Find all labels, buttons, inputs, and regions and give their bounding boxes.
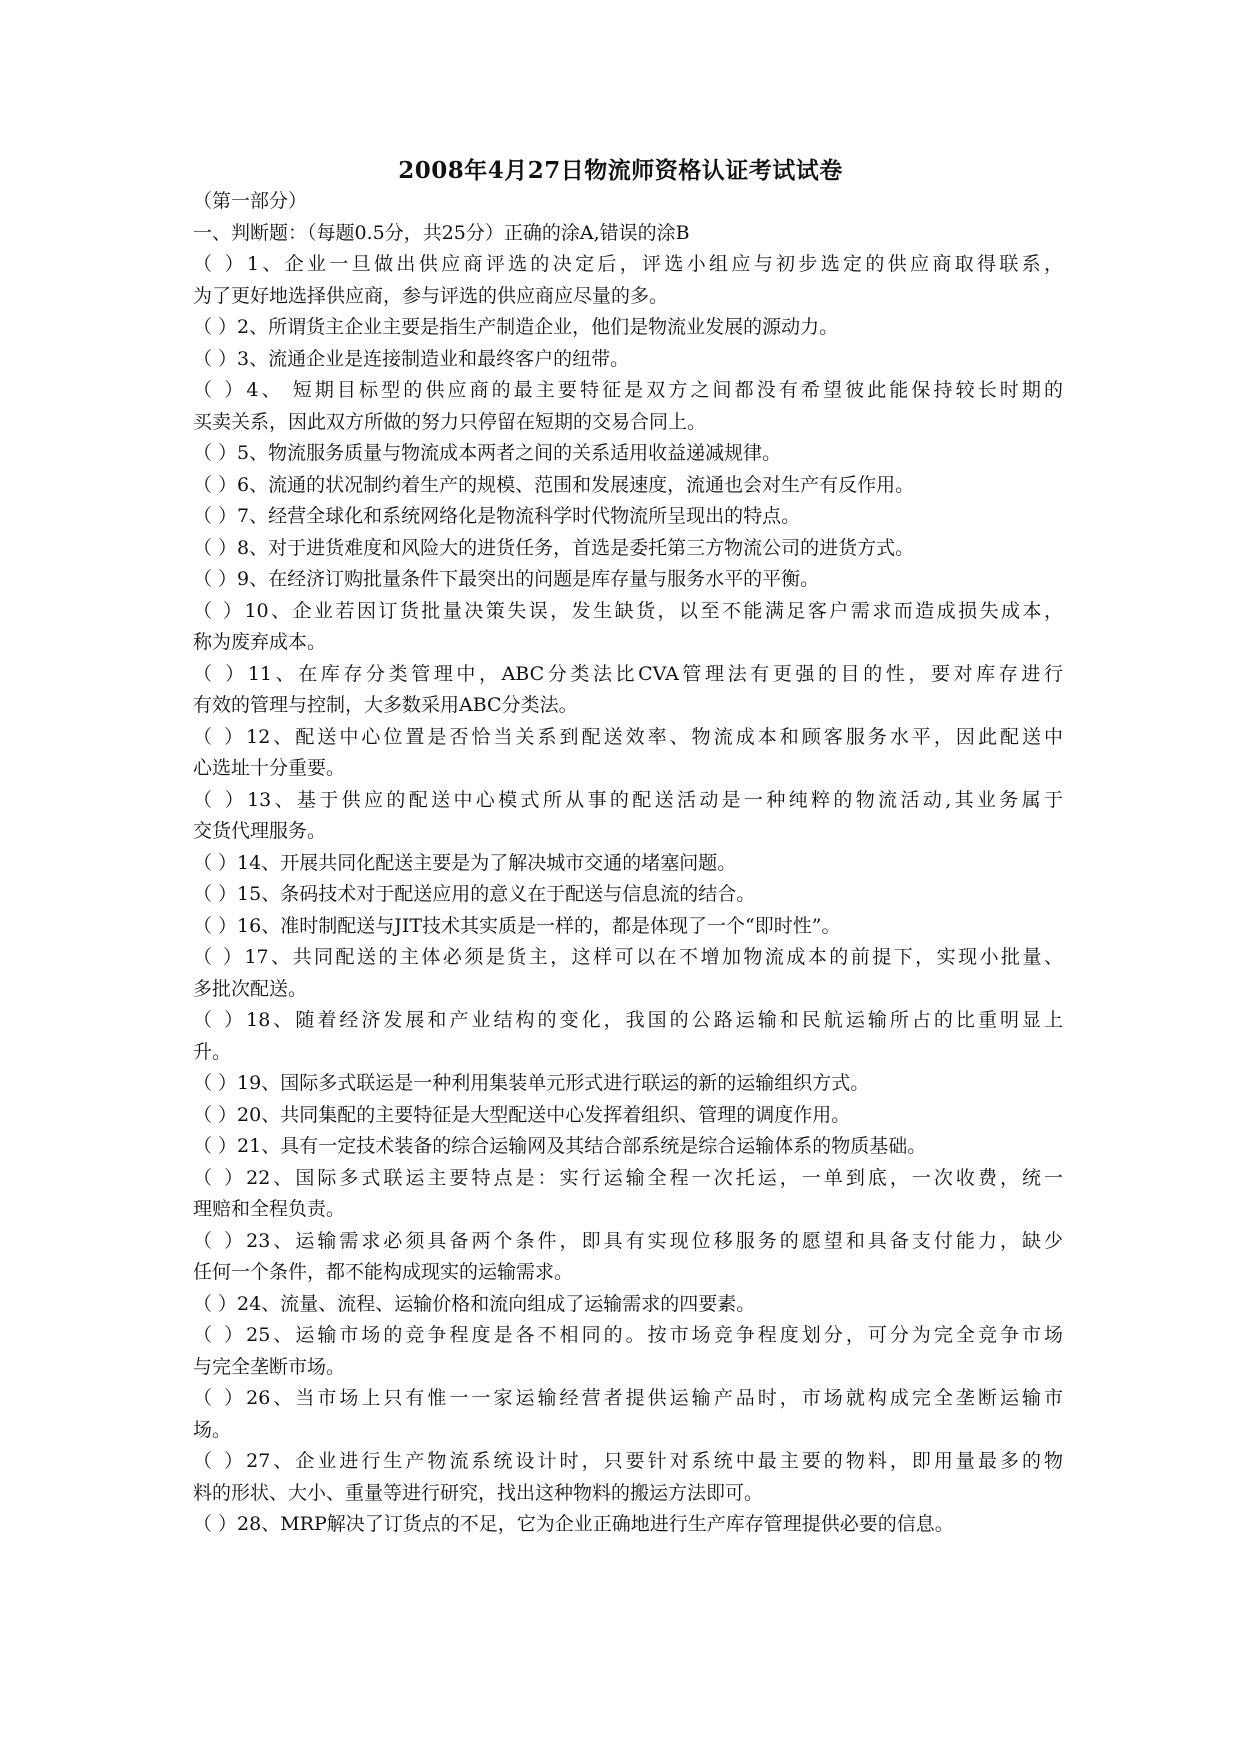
question-text-line: （ ）12、配送中心位置是否恰当关系到配送效率、物流成本和顾客服务水平，因此配送中 (193, 725, 1063, 748)
document-title: 2008年4月27日物流师资格认证考试试卷 (398, 157, 843, 184)
question-text-line: （ ）1、企业一旦做出供应商评选的决定后，评选小组应与初步选定的供应商取得联系， (193, 253, 1063, 275)
part-label: （第一部分） (193, 190, 308, 212)
question-text-line: （ ）5、物流服务质量与物流成本两者之间的关系适用收益递减规律。 (193, 442, 782, 464)
document-body (193, 186, 1063, 1541)
question-text-line: 称为废弃成本。 (193, 631, 327, 653)
question-text-line: （ ）18、随着经济发展和产业结构的变化，我国的公路运输和民航运输所占的比重明显上 (193, 1009, 1063, 1031)
question-text-line: 升。 (193, 1040, 232, 1063)
question-text-line: 场。 (193, 1418, 232, 1441)
question-item (193, 312, 1063, 344)
question-text-line: 为了更好地选择供应商，参与评选的供应商应尽量的多。 (193, 284, 669, 307)
question-text-line: （ ）25、运输市场的竞争程度是各不相同的。按市场竞争程度划分，可分为完全竞争市场 (193, 1324, 1063, 1346)
question-item (193, 848, 1063, 880)
question-item (193, 1446, 1063, 1509)
question-text-line: （ ）4、 短期目标型的供应商的最主要特征是双方之间都没有希望彼此能保持较长时期的 (193, 379, 1063, 401)
question-item (193, 564, 1063, 596)
question-text-line: 心选址十分重要。 (193, 757, 346, 779)
question-item (193, 533, 1063, 565)
question-text-line: （ ）27、企业进行生产物流系统设计时，只要针对系统中最主要的物料，即用量最多的物 (193, 1450, 1063, 1472)
question-text-line: 任何一个条件，都不能构成现实的运输需求。 (193, 1261, 574, 1283)
question-text-line: （ ）13、基于供应的配送中心模式所从事的配送活动是一种纯粹的物流活动,其业务属于 (193, 788, 1063, 811)
question-text-line: （ ）17、共同配送的主体必须是货主，这样可以在不增加物流成本的前提下，实现小批量、 (193, 946, 1063, 968)
question-text-line: （ ）19、国际多式联运是一种利用集装单元形式进行联运的新的运输组织方式。 (193, 1072, 870, 1094)
question-text-line: （ ）23、运输需求必须具备两个条件，即具有实现位移服务的愿望和具备支付能力，缺少 (193, 1229, 1063, 1252)
question-item (193, 375, 1063, 438)
question-item (193, 722, 1063, 785)
question-text-line: （ ）15、条码技术对于配送应用的意义在于配送与信息流的结合。 (193, 883, 756, 905)
question-text-line: 多批次配送。 (193, 977, 308, 1000)
question-item (193, 942, 1063, 1005)
question-item (193, 1226, 1063, 1289)
question-text-line: 与完全垄断市场。 (193, 1355, 346, 1378)
question-item (193, 344, 1063, 376)
question-text-line: （ ）20、共同集配的主要特征是大型配送中心发挥着组织、管理的调度作用。 (193, 1103, 851, 1126)
question-list (193, 249, 1063, 1541)
question-text-line: （ ）11、在库存分类管理中，ABC分类法比CVA管理法有更强的目的性，要对库存进行 (193, 662, 1063, 685)
question-text-line: 交货代理服务。 (193, 820, 327, 842)
question-text-line: （ ）7、经营全球化和系统网络化是物流科学时代物流所呈现出的特点。 (193, 505, 801, 527)
question-item (193, 785, 1063, 848)
question-text-line: 买卖关系，因此双方所做的努力只停留在短期的交易合同上。 (193, 410, 707, 433)
question-item (193, 1383, 1063, 1446)
question-text-line: （ ）3、流通企业是连接制造业和最终客户的纽带。 (193, 347, 630, 370)
question-text-line: （ ）24、流量、流程、运输价格和流向组成了运输需求的四要素。 (193, 1292, 756, 1315)
question-text-line: （ ）21、具有一定技术装备的综合运输网及其结合部系统是综合运输体系的物质基础。 (193, 1135, 927, 1157)
question-text-line: （ ）2、所谓货主企业主要是指生产制造企业，他们是物流业发展的源动力。 (193, 316, 839, 338)
question-item (193, 911, 1063, 943)
question-item (193, 1068, 1063, 1100)
question-item (193, 470, 1063, 502)
question-item (193, 1131, 1063, 1163)
question-text-line: （ ）16、准时制配送与JIT技术其实质是一样的，都是体现了一个“即时性”。 (193, 914, 841, 937)
question-text-line: （ ）6、流通的状况制约着生产的规模、范围和发展速度，流通也会对生产有反作用。 (193, 473, 915, 496)
question-text-line: （ ）8、对于进货难度和风险大的进货任务，首选是委托第三方物流公司的进货方式。 (193, 536, 915, 559)
question-item (193, 249, 1063, 312)
question-text-line: （ ）22、国际多式联运主要特点是：实行运输全程一次托运，一单到底，一次收费，统一 (193, 1166, 1063, 1189)
question-text-line: （ ）28、MRP解决了订货点的不足，它为企业正确地进行生产库存管理提供必要的信息。 (193, 1513, 954, 1535)
question-item (193, 1163, 1063, 1226)
question-text-line: （ ）10、企业若因订货批量决策失误，发生缺货，以至不能满足客户需求而造成损失成本， (193, 599, 1063, 622)
question-text-line: 有效的管理与控制，大多数采用ABC分类法。 (193, 694, 578, 716)
question-item (193, 879, 1063, 911)
question-item (193, 1005, 1063, 1068)
question-item (193, 438, 1063, 470)
question-item (193, 1509, 1063, 1541)
question-item (193, 1100, 1063, 1132)
question-text-line: （ ）26、当市场上只有惟一一家运输经营者提供运输产品时，市场就构成完全垄断运输市 (193, 1387, 1063, 1409)
question-text-line: （ ）14、开展共同化配送主要是为了解决城市交通的堵塞问题。 (193, 851, 737, 874)
question-item (193, 501, 1063, 533)
question-item (193, 596, 1063, 659)
question-item (193, 659, 1063, 722)
question-text-line: 料的形状、大小、重量等进行研究，找出这种物料的搬运方法即可。 (193, 1481, 764, 1504)
question-item (193, 1320, 1063, 1383)
question-text-line: （ ）9、在经济订购批量条件下最突出的问题是库存量与服务水平的平衡。 (193, 568, 820, 590)
question-text-line: 理赔和全程负责。 (193, 1198, 346, 1220)
question-item (193, 1289, 1063, 1321)
section-heading: 一、判断题：（每题0.5分，共25分）正确的涂A,错误的涂B (193, 221, 690, 244)
